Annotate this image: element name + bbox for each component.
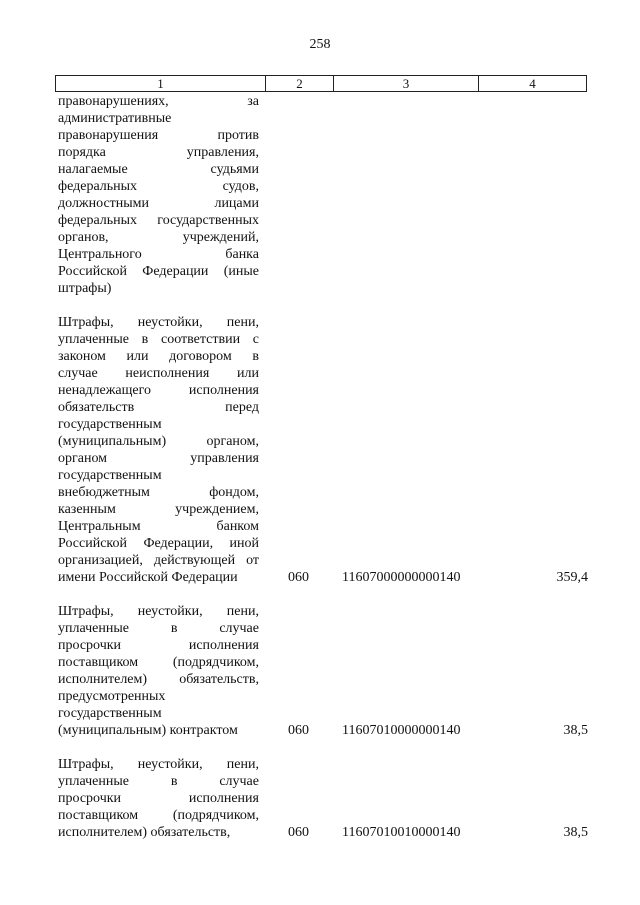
row-admin-code: 060 [288,570,309,585]
description-line: поставщиком (подрядчиком, [58,655,259,670]
description-line: должностными лицами [58,196,259,211]
description-line: правонарушениях, за [58,94,259,109]
column-header-table [55,75,587,92]
description-line: штрафы) [58,281,112,296]
description-line: просрочки исполнения [58,791,259,806]
table-row [58,314,588,586]
description-line: административные [58,111,172,126]
description-line: государственным [58,468,162,483]
row-budget-code: 11607000000000140 [342,570,461,585]
description-line: обязательств перед [58,400,259,415]
row-amount: 38,5 [563,825,588,840]
description-line: Штрафы, неустойки, пени, [58,315,259,330]
description-line: имени Российской Федерации [58,570,238,585]
row-description [58,93,259,297]
table-row [58,756,588,841]
table-body [58,93,588,841]
description-line: Российской Федерации (иные [58,264,259,279]
description-line: уплаченные в случае [58,774,259,789]
page-number: 258 [309,37,331,52]
table-row [58,603,588,739]
description-line: предусмотренных [58,689,166,704]
row-amount: 38,5 [563,723,588,738]
column-header-1: 1 [56,76,266,92]
column-header-row [56,76,587,92]
description-line: законом или договором в [58,349,259,364]
row-budget-code: 11607010010000140 [342,825,461,840]
description-line: исполнителем) обязательств, [58,825,231,840]
description-line: (муниципальным) контрактом [58,723,238,738]
description-line: уплаченные в случае [58,621,259,636]
description-line: исполнителем) обязательств, [58,672,259,687]
description-line: случае неисполнения или [58,366,259,381]
description-line: государственным [58,706,162,721]
description-line: федеральных судов, [58,179,259,194]
row-admin-code: 060 [288,723,309,738]
description-line: органом управления [58,451,259,466]
description-line: поставщиком (подрядчиком, [58,808,259,823]
description-line: внебюджетным фондом, [58,485,259,500]
description-line: Центральным банком [58,519,259,534]
description-line: порядка управления, [58,145,259,160]
column-header-2: 2 [266,76,334,92]
description-line: федеральных государственных [58,213,259,228]
description-line: просрочки исполнения [58,638,259,653]
row-budget-code: 11607010000000140 [342,723,461,738]
column-header-3: 3 [334,76,479,92]
row-description [58,756,259,841]
row-description [58,314,259,586]
row-description [58,603,259,739]
table-row [58,93,588,297]
description-line: Штрафы, неустойки, пени, [58,757,259,772]
description-line: Штрафы, неустойки, пени, [58,604,259,619]
description-line: (муниципальным) органом, [58,434,259,449]
description-line: налагаемые судьями [58,162,259,177]
column-header-4: 4 [479,76,587,92]
description-line: государственным [58,417,162,432]
row-amount: 359,4 [556,570,588,585]
description-line: правонарушения против [58,128,259,143]
row-admin-code: 060 [288,825,309,840]
description-line: Центрального банка [58,247,259,262]
description-line: казенным учреждением, [58,502,259,517]
description-line: Российской Федерации, иной [58,536,259,551]
description-line: уплаченные в соответствии с [58,332,259,347]
description-line: ненадлежащего исполнения [58,383,259,398]
description-line: органов, учреждений, [58,230,259,245]
description-line: организацией, действующей от [58,553,259,568]
